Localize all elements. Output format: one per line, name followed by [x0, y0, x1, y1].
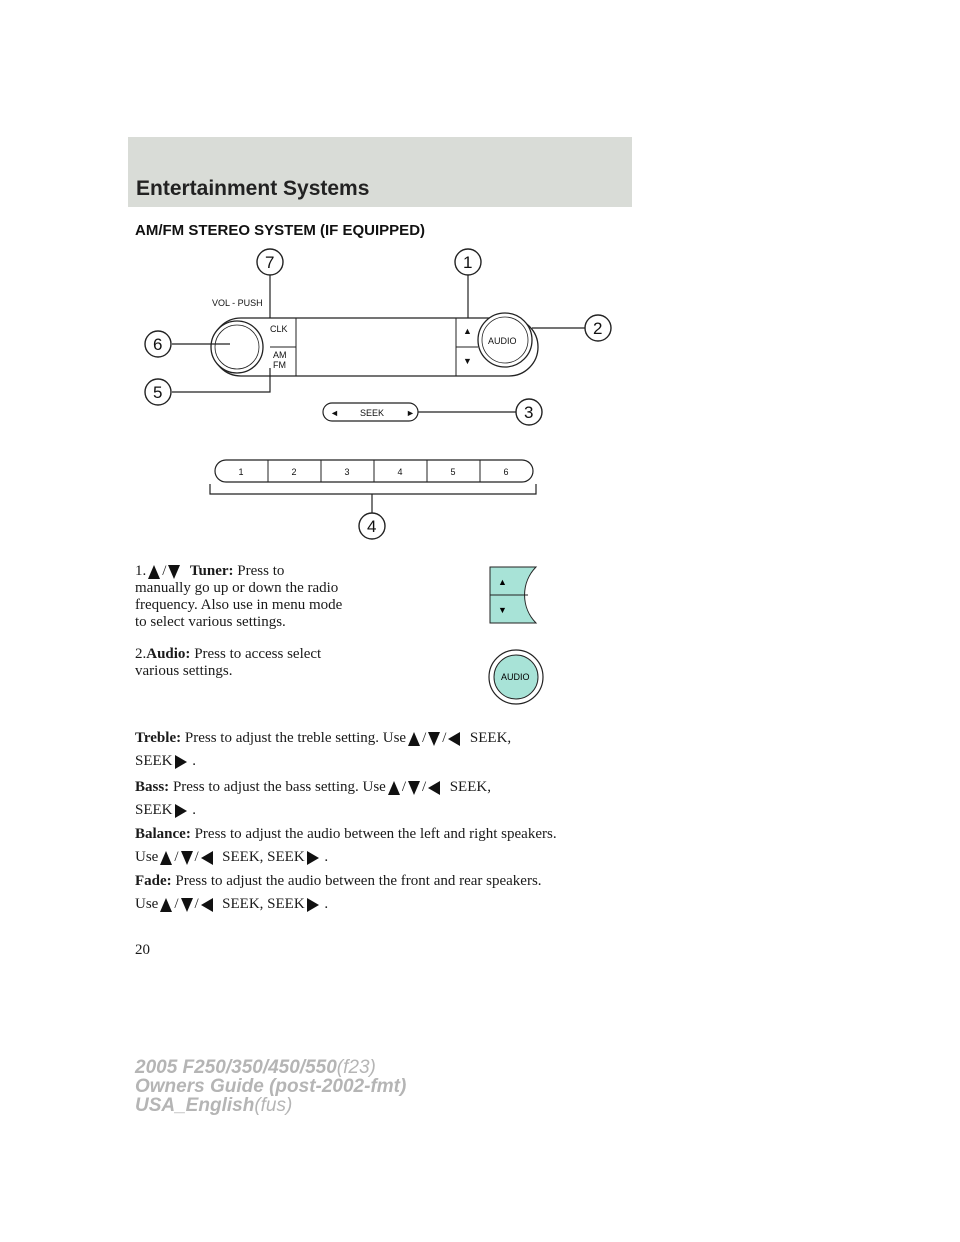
- left-arrow-icon: [201, 898, 213, 912]
- treble-label: Treble:: [135, 730, 182, 746]
- treble-paragraph: [135, 730, 605, 770]
- callout-1-number: 1: [463, 253, 473, 272]
- left-arrow-icon: [201, 851, 213, 865]
- left-arrow-icon: [448, 732, 460, 746]
- tuner-text-line2: manually go up or down the radio: [135, 580, 339, 596]
- right-arrow-icon: [307, 898, 319, 912]
- tuner-illustration: [488, 565, 548, 625]
- preset-4-label: 4: [397, 467, 403, 477]
- bass-text: Press to adjust the bass setting. Use: [169, 779, 386, 795]
- clk-label: CLK: [270, 324, 288, 334]
- use-word: Use: [135, 896, 159, 912]
- callout-markers: [145, 249, 611, 539]
- audio-label: AUDIO: [488, 336, 517, 346]
- seek-word: SEEK: [135, 753, 173, 769]
- header-band: [128, 137, 632, 207]
- document-footer: [135, 1058, 406, 1115]
- fm-label: FM: [273, 360, 286, 370]
- callout-7-number: 7: [265, 253, 275, 272]
- balance-paragraph: [135, 826, 635, 866]
- tune-down-glyph: ▼: [463, 356, 472, 366]
- separator: /: [422, 779, 427, 795]
- tuner-text-line4: to select various settings.: [135, 614, 286, 630]
- separator: /: [442, 730, 447, 746]
- fade-text: Press to adjust the audio between the front and rear speakers.: [171, 873, 542, 889]
- right-arrow-icon: [175, 755, 187, 769]
- up-arrow-icon: [160, 898, 172, 912]
- separator: /: [422, 730, 427, 746]
- bass-label: Bass:: [135, 779, 170, 795]
- separator: /: [401, 779, 407, 795]
- period: .: [192, 802, 196, 818]
- fade-paragraph: [135, 873, 635, 913]
- separator: /: [194, 896, 199, 912]
- seek-right-glyph: ►: [406, 408, 415, 418]
- balance-text: Press to adjust the audio between the left and right speakers.: [190, 826, 557, 842]
- period: .: [192, 753, 196, 769]
- use-word: Use: [135, 849, 159, 865]
- tuner-paragraph: [135, 563, 342, 631]
- right-arrow-icon: [175, 804, 187, 818]
- section-heading: AM/FM STEREO SYSTEM (IF EQUIPPED): [135, 222, 426, 239]
- tuner-text: Press to: [233, 563, 285, 579]
- item-number: 2.: [135, 646, 147, 662]
- illus-up-glyph: ▲: [498, 577, 507, 587]
- preset-6-label: 6: [503, 467, 509, 477]
- item-number: 1.: [135, 563, 147, 579]
- am-label: AM: [273, 350, 287, 360]
- footer-guide: Owners Guide (post-2002-fmt): [135, 1076, 407, 1097]
- up-arrow-icon: [388, 781, 400, 795]
- down-arrow-icon: [428, 732, 440, 746]
- down-arrow-icon: [181, 851, 193, 865]
- seek-label: SEEK: [360, 408, 385, 418]
- radio-diagram: [120, 240, 660, 550]
- page-section-title: Entertainment Systems: [136, 177, 370, 200]
- separator: /: [174, 849, 179, 865]
- up-arrow-icon: [408, 732, 420, 746]
- callout-3-number: 3: [524, 403, 534, 422]
- seek-word: SEEK,: [469, 730, 512, 746]
- separator: /: [174, 896, 179, 912]
- seek-words: SEEK, SEEK: [222, 896, 305, 912]
- preset-3-label: 3: [344, 467, 350, 477]
- seek-word: SEEK,: [449, 779, 491, 795]
- audio-text-line2: various settings.: [135, 663, 233, 679]
- radio-diagram-svg: [120, 240, 660, 550]
- seek-word: SEEK: [135, 802, 173, 818]
- fade-label: Fade:: [135, 873, 172, 889]
- period: .: [324, 849, 329, 865]
- down-arrow-icon: [408, 781, 420, 795]
- tuner-text-line3: frequency. Also use in menu mode: [135, 597, 343, 613]
- preset-5-label: 5: [450, 467, 456, 477]
- right-arrow-icon: [307, 851, 319, 865]
- callout-6-number: 6: [153, 335, 163, 354]
- treble-text: Press to adjust the treble setting. Use: [181, 730, 407, 746]
- footer-model-code: (f23): [336, 1057, 376, 1078]
- illus-audio-label: AUDIO: [501, 672, 530, 682]
- preset-2-label: 2: [291, 467, 297, 477]
- vol-push-label: VOL - PUSH: [212, 298, 263, 308]
- up-arrow-icon: [160, 851, 172, 865]
- illus-down-glyph: ▼: [498, 605, 507, 615]
- seek-words: SEEK, SEEK: [222, 849, 305, 865]
- tuner-label: Tuner:: [189, 563, 234, 579]
- volume-knob: [211, 321, 263, 373]
- tune-up-glyph: ▲: [463, 326, 472, 336]
- footer-language-code: (fus): [254, 1095, 293, 1116]
- period: .: [324, 896, 329, 912]
- footer-language: USA_English: [135, 1095, 255, 1116]
- callout-5-number: 5: [153, 383, 163, 402]
- callout-2-number: 2: [593, 319, 603, 338]
- footer-model: 2005 F250/350/450/550: [135, 1057, 337, 1078]
- seek-left-glyph: ◄: [330, 408, 339, 418]
- separator: /: [162, 563, 167, 579]
- audio-text: Press to access select: [190, 646, 322, 662]
- audio-illustration: [486, 648, 546, 706]
- up-arrow-icon: [148, 565, 160, 579]
- balance-label: Balance:: [135, 826, 191, 842]
- callout-4-number: 4: [367, 517, 377, 536]
- audio-label-text: Audio:: [146, 646, 191, 662]
- separator: /: [194, 849, 199, 865]
- audio-paragraph: [135, 646, 321, 680]
- down-arrow-icon: [181, 898, 193, 912]
- preset-1-label: 1: [238, 467, 244, 477]
- page-number: 20: [135, 942, 150, 958]
- down-arrow-icon: [168, 565, 180, 579]
- left-arrow-icon: [428, 781, 440, 795]
- bass-paragraph: [135, 779, 605, 819]
